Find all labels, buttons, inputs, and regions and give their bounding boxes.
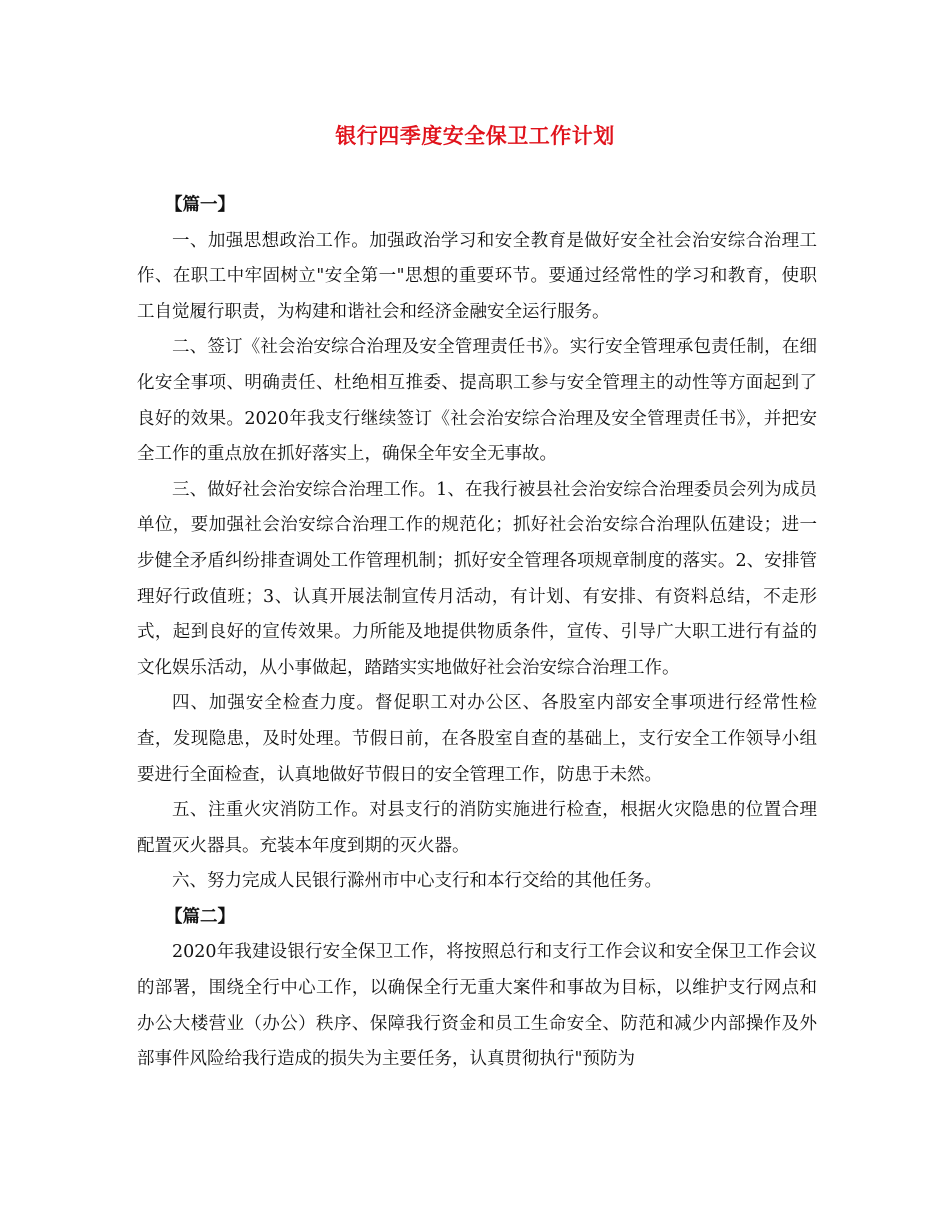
section-heading-1: 【篇一】 [165,195,235,215]
paragraph-3: 三、做好社会治安综合治理工作。1、在我行被县社会治安综合治理委员会列为成员单位，要加强社会治安综合治理工作的规范化；抓好社会治安综合治理队伍建设；进一步健全矛盾纠纷排查调处工作管理机制；抓好安全管理各项规章制度的落实。2、安排管理好行政值班；3、认真开展法制宣传月活动，有计划、有安排、有资料总结，不走形式，起到良好的宣传效果。力所能及地提供物质条件，宣传、引导广大职工进行有益的文化娱乐活动，从小事做起，踏踏实实地做好社会治安综合治理工作。 [137,479,817,678]
paragraph-7: 2020年我建设银行安全保卫工作，将按照总行和支行工作会议和安全保卫工作会议的部署，围绕全行中心工作，以确保全行无重大案件和事故为目标，以维护支行网点和办公大楼营业（办公）秩序、保障我行资金和员工生命安全、防范和减少内部操作及外部事件风险给我行造成的损失为主要任务，认真贯彻执行"预防为 [137,942,817,1070]
paragraph-6: 六、努力完成人民银行滁州市中心支行和本行交给的其他任务。 [172,871,662,892]
paragraph-2: 二、签订《社会治安综合治理及安全管理责任书》。实行安全管理承包责任制，在细化安全事项、明确责任、杜绝相互推委、提高职工参与安全管理主的动性等方面起到了良好的效果。2020年我支行继续签订《社会治安综合治理及安全管理责任书》，并把安全工作的重点放在抓好落实上，确保全年安全无事故。 [137,337,817,465]
paragraph-1: 一、加强思想政治工作。加强政治学习和安全教育是做好安全社会治安综合治理工作、在职工中牢固树立"安全第一"思想的重要环节。要通过经常性的学习和教育，使职工自觉履行职责，为构建和谐社会和经济金融安全运行服务。 [137,230,817,322]
document-title: 银行四季度安全保卫工作计划 [335,124,615,148]
document-body [137,188,817,1078]
section-heading-2: 【篇二】 [165,906,235,927]
paragraph-4: 四、加强安全检查力度。督促职工对办公区、各股室内部安全事项进行经常性检查，发现隐患，及时处理。节假日前，在各股室自查的基础上，支行安全工作领导小组要进行全面检查，认真地做好节假日的安全管理工作，防患于未然。 [137,693,817,785]
paragraph-5: 五、注重火灾消防工作。对县支行的消防实施进行检查，根据火灾隐患的位置合理配置灭火器具。充装本年度到期的灭火器。 [137,800,817,856]
